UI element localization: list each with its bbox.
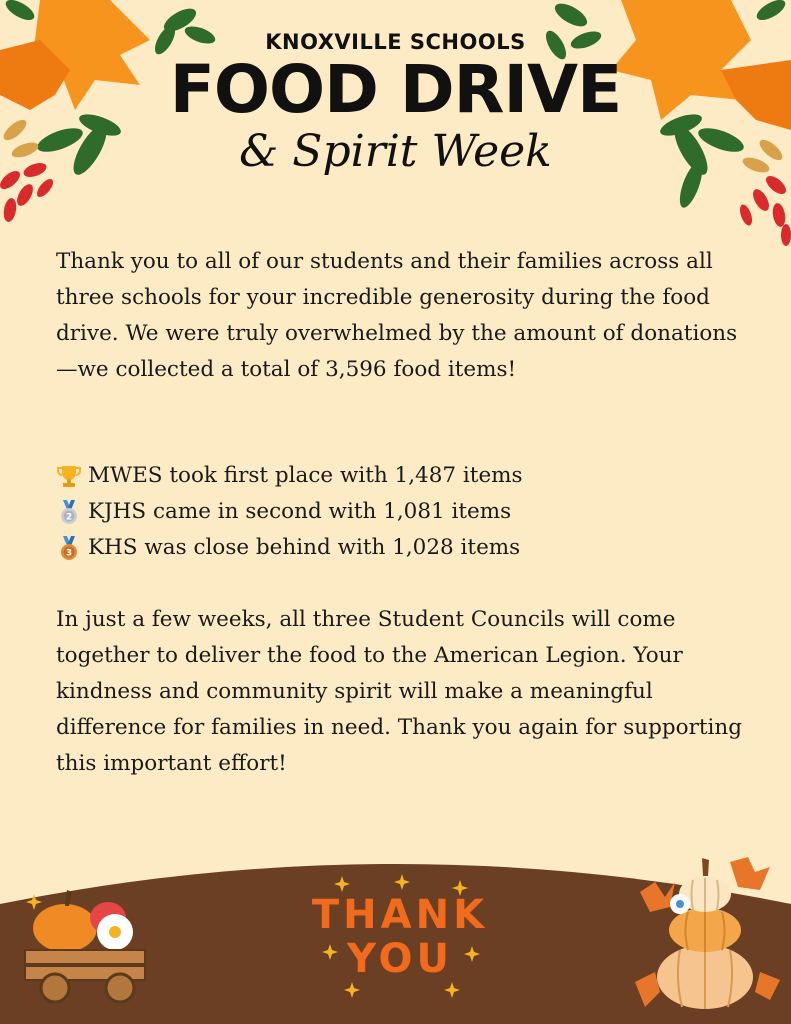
silver-medal-icon	[56, 499, 82, 525]
school-name: KNOXVILLE SCHOOLS	[265, 30, 526, 54]
results-list	[56, 458, 746, 566]
pumpkin-cart-icon	[20, 880, 165, 1010]
page-subtitle: & Spirit Week	[239, 126, 552, 177]
result-text: KHS was close behind with 1,028 items	[88, 535, 521, 560]
thank-you-line-2: YOU	[346, 936, 454, 982]
svg-text:2: 2	[65, 512, 73, 523]
svg-text:3: 3	[65, 548, 73, 559]
bronze-medal-icon	[56, 535, 82, 561]
closing-paragraph: In just a few weeks, all three Student Councils will come together to deliver the food to the American Legion. Your kindness and community spirit will make a meaningful difference for families in need. Thank you again for supporting this important effort!	[56, 607, 742, 776]
result-item	[56, 494, 746, 530]
stacked-pumpkins-icon	[630, 852, 785, 1017]
trophy-icon	[56, 463, 82, 489]
intro-paragraph: Thank you to all of our students and their families across all three schools for your incredible generosity during the food drive. We were truly overwhelmed by the amount of donations—we collected a total of 3,596 food items!	[56, 249, 738, 382]
page-title: FOOD DRIVE	[169, 51, 622, 128]
result-item	[56, 458, 746, 494]
thank-you-badge	[310, 870, 490, 1000]
thank-you-line-1: THANK	[311, 892, 489, 938]
result-text: MWES took first place with 1,487 items	[88, 463, 523, 488]
result-item	[56, 530, 746, 566]
result-text: KJHS came in second with 1,081 items	[88, 499, 512, 524]
